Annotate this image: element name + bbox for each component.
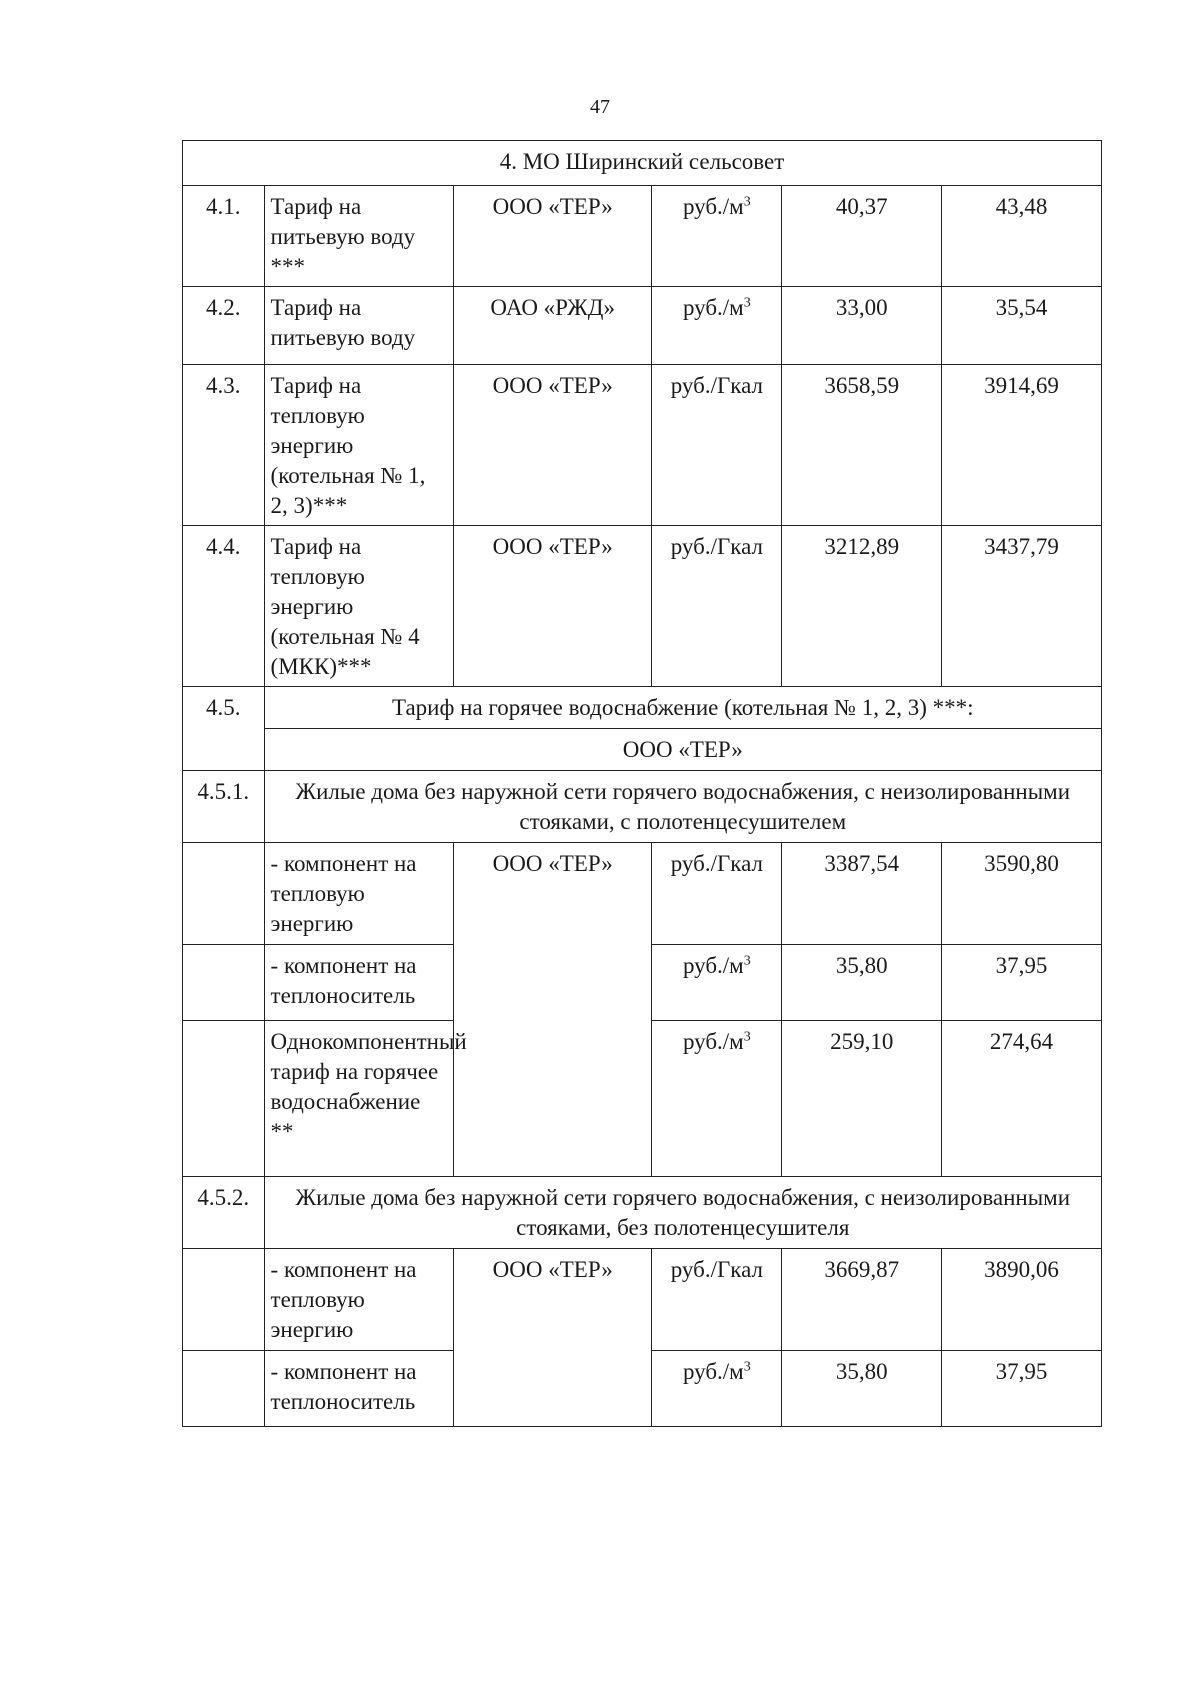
row-number: 4.1. — [183, 186, 265, 287]
value-1: 35,80 — [782, 945, 942, 1021]
unit — [652, 1021, 782, 1177]
empty-cell — [183, 1021, 265, 1177]
table-row — [183, 1177, 1102, 1249]
unit-text: руб./м — [682, 1029, 744, 1054]
organization: ООО «ТЕР» — [454, 843, 652, 1177]
section-header-row — [183, 141, 1102, 186]
unit-superscript: 3 — [743, 1359, 751, 1375]
value-1: 3658,59 — [782, 365, 942, 526]
table-row — [183, 287, 1102, 365]
organization: ООО «ТЕР» — [454, 186, 652, 287]
unit-superscript: 3 — [743, 953, 751, 969]
organization: ООО «ТЕР» — [454, 1249, 652, 1427]
group-title: Тариф на горячее водоснабжение (котельная № 1, 2, 3) ***: — [264, 687, 1101, 729]
unit: руб./Гкал — [652, 365, 782, 526]
unit-text: руб./м — [682, 194, 744, 219]
value-1: 259,10 — [782, 1021, 942, 1177]
value-1: 3387,54 — [782, 843, 942, 945]
unit — [652, 945, 782, 1021]
unit: руб./Гкал — [652, 526, 782, 687]
table-row — [183, 1249, 1102, 1351]
tariff-name: Тариф на питьевую воду — [264, 287, 454, 365]
organization: ООО «ТЕР» — [454, 526, 652, 687]
tariff-name: Тариф на тепловую энергию (котельная № 4 (МКК)*** — [264, 526, 454, 687]
value-1: 3669,87 — [782, 1249, 942, 1351]
tariff-name: - компонент на тепловую энергию — [264, 1249, 454, 1351]
table-row — [183, 365, 1102, 526]
value-2: 3437,79 — [942, 526, 1102, 687]
page-number: 47 — [590, 96, 610, 118]
unit: руб./Гкал — [652, 843, 782, 945]
tariff-name: Тариф на тепловую энергию (котельная № 1, 2, 3)*** — [264, 365, 454, 526]
table-row — [183, 526, 1102, 687]
unit-text: руб./м — [682, 1359, 744, 1384]
unit-superscript: 3 — [743, 194, 751, 210]
empty-cell — [183, 843, 265, 945]
value-1: 3212,89 — [782, 526, 942, 687]
value-2: 274,64 — [942, 1021, 1102, 1177]
empty-cell — [183, 1249, 265, 1351]
table-row — [183, 729, 1102, 771]
tariff-name: - компонент на теплоноситель — [264, 945, 454, 1021]
value-2: 35,54 — [942, 287, 1102, 365]
unit: руб./Гкал — [652, 1249, 782, 1351]
value-2: 3590,80 — [942, 843, 1102, 945]
section-title: 4. МО Ширинский сельсовет — [183, 141, 1102, 186]
value-1: 35,80 — [782, 1351, 942, 1427]
unit-superscript: 3 — [743, 295, 751, 311]
value-1: 33,00 — [782, 287, 942, 365]
unit — [652, 287, 782, 365]
organization: ОАО «РЖД» — [454, 287, 652, 365]
tariff-name: Тариф на питьевую воду *** — [264, 186, 454, 287]
value-2: 43,48 — [942, 186, 1102, 287]
value-2: 3914,69 — [942, 365, 1102, 526]
unit-text: руб./м — [682, 295, 744, 320]
group-title: Жилые дома без наружной сети горячего водоснабжения, с неизолированными стояками, без полотенцесушителя — [264, 1177, 1101, 1249]
table-row — [183, 186, 1102, 287]
value-1: 40,37 — [782, 186, 942, 287]
tariff-name: - компонент на тепловую энергию — [264, 843, 454, 945]
empty-cell — [183, 1351, 265, 1427]
tariff-name: Однокомпонентный тариф на горячее водоснабжение ** — [264, 1021, 454, 1177]
unit — [652, 186, 782, 287]
row-number: 4.5.2. — [183, 1177, 265, 1249]
organization: ООО «ТЕР» — [454, 365, 652, 526]
tariff-name: - компонент на теплоноситель — [264, 1351, 454, 1427]
row-number: 4.2. — [183, 287, 265, 365]
row-number: 4.5. — [183, 687, 265, 771]
unit-text: руб./м — [682, 953, 744, 978]
row-number: 4.5.1. — [183, 771, 265, 843]
table-row — [183, 771, 1102, 843]
empty-cell — [183, 945, 265, 1021]
row-number: 4.4. — [183, 526, 265, 687]
value-2: 37,95 — [942, 945, 1102, 1021]
table-row — [183, 687, 1102, 729]
unit-superscript: 3 — [743, 1029, 751, 1045]
row-number: 4.3. — [183, 365, 265, 526]
tariff-table — [182, 140, 1102, 1427]
table-row — [183, 843, 1102, 945]
unit — [652, 1351, 782, 1427]
group-organization: ООО «ТЕР» — [264, 729, 1101, 771]
group-title: Жилые дома без наружной сети горячего водоснабжения, с неизолированными стояками, с полотенцесушителем — [264, 771, 1101, 843]
value-2: 3890,06 — [942, 1249, 1102, 1351]
value-2: 37,95 — [942, 1351, 1102, 1427]
